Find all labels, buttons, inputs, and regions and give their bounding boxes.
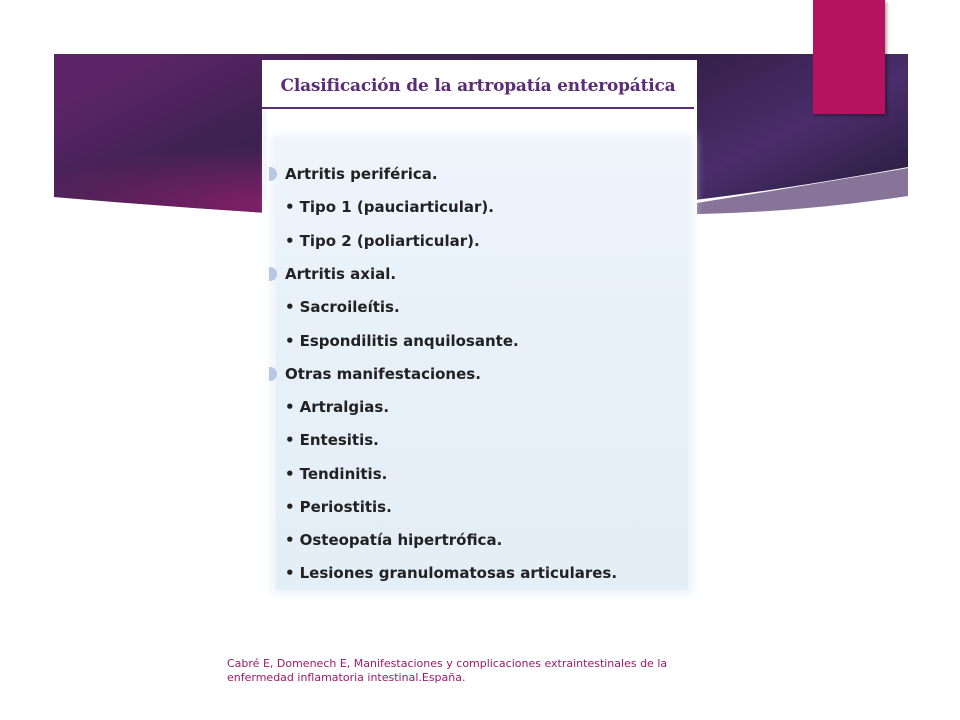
bullet-marker-icon (269, 167, 277, 181)
bullet-icon: • (285, 332, 295, 350)
list-item: • Espondilitis anquilosante. (285, 332, 519, 350)
bullet-icon: • (285, 298, 295, 316)
bullet-marker-icon (269, 267, 277, 281)
accent-tab (813, 0, 885, 114)
bullet-icon: • (285, 465, 295, 483)
list-item: • Tipo 1 (pauciarticular). (285, 198, 494, 216)
list-item: • Periostitis. (285, 498, 392, 516)
list-item: • Lesiones granulomatosas articulares. (285, 564, 618, 582)
category-item: Artritis axial. (285, 265, 396, 283)
list-item: • Tipo 2 (poliarticular). (285, 232, 480, 250)
category-item: Otras manifestaciones. (285, 365, 481, 383)
figure-edge (262, 109, 267, 199)
bullet-icon: • (285, 431, 295, 449)
bullet-icon: • (285, 198, 295, 216)
bullet-icon: • (285, 531, 295, 549)
list-item: • Osteopatía hipertrófica. (285, 531, 503, 549)
list-item: • Entesitis. (285, 431, 379, 449)
figure-title: Clasificación de la artropatía enteropática (262, 60, 694, 109)
citation (227, 657, 727, 685)
bullet-icon: • (285, 498, 295, 516)
classification-list-panel (276, 140, 688, 590)
list-item: • Tendinitis. (285, 465, 388, 483)
bullet-icon: • (285, 564, 295, 582)
citation-line: Cabré E, Domenech E, Manifestaciones y complicaciones extraintestinales de la (227, 657, 668, 670)
bullet-icon: • (285, 232, 295, 250)
bullet-marker-icon (269, 367, 277, 381)
list-item: • Sacroileítis. (285, 298, 400, 316)
bullet-icon: • (285, 398, 295, 416)
category-item: Artritis periférica. (285, 165, 438, 183)
classification-figure (262, 60, 697, 609)
citation-line: enfermedad inflamatoria intestinal.España. (227, 671, 466, 684)
list-item: • Artralgias. (285, 398, 390, 416)
